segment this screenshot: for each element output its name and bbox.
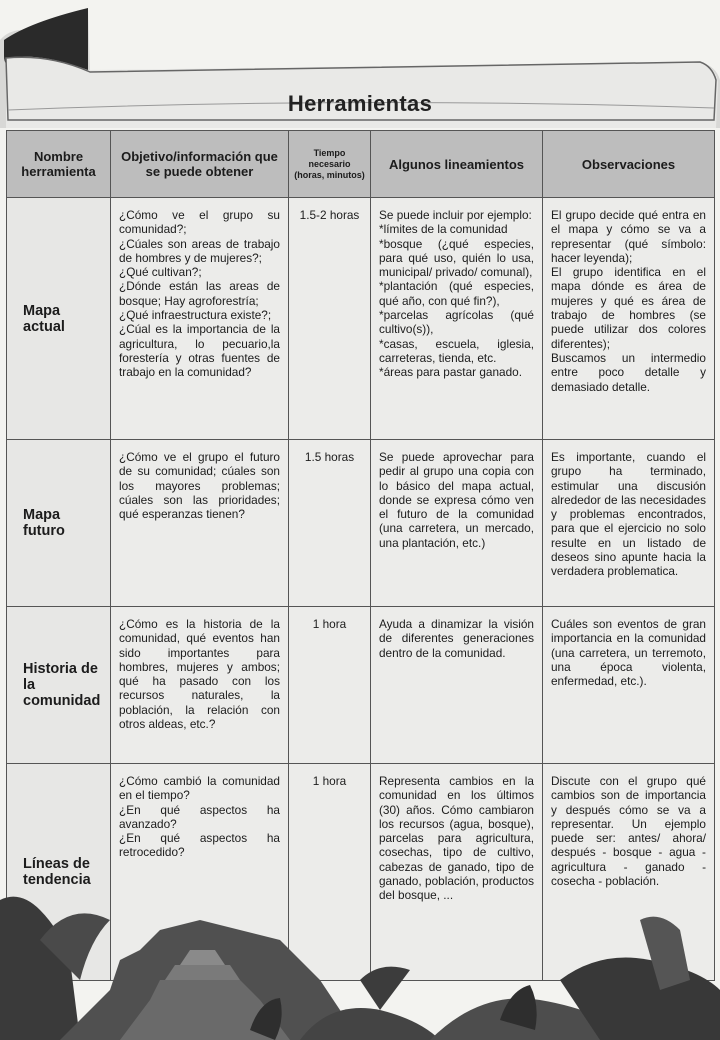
observations-cell <box>543 198 715 440</box>
observations-text: Discute con el grupo qué cambios son de importancia y después cómo se va a representar. Un ejemplo puede ser: antes/ ahora/ después - bosque - agua - agricultura - ganado - cosecha - población. <box>551 774 706 889</box>
observations-text: El grupo decide qué entra en el mapa y cómo se va a representar (qué símbolo: hacer leyenda); El grupo identifica en el mapa dónde es área de mujeres y qué es área de trabajo de hombres (se puede utilizar dos colores diferentes); Buscamos un intermedio entre poco detalle y demasiado detalle. <box>551 208 706 394</box>
objective-text: ¿Cómo cambió la comunidad en el tiempo? ¿En qué aspectos ha avanzado? ¿En qué aspectos ha retrocedido? <box>119 774 280 860</box>
table-row <box>7 198 715 440</box>
page-title: Herramientas <box>287 91 433 116</box>
guidelines-text: Representa cambios en la comunidad en los últimos (30) años. Cómo cambiaron los recursos (agua, bosque), parcelas para agricultura, cosechas, tipo de cultivo, cabezas de ganado, tipo de ganado, población, productos del bosque, ... <box>379 774 534 903</box>
guidelines-text: Se puede incluir por ejemplo: *límites de la comunidad *bosque (¿qué especies, para qué uso, quién lo usa, municipal/ privado/ comunal), *plantación (qué especies, qué año, con qué fin?), *parcelas agrícolas (qué cultivo(s)), *casas, escuela, iglesia, carreteras, tienda, etc. *áreas para pastar ganado. <box>379 208 534 380</box>
time-cell: 1 hora <box>289 764 371 981</box>
table-row <box>7 607 715 764</box>
observations-cell <box>543 440 715 607</box>
table-row <box>7 440 715 607</box>
time-cell: 1.5-2 horas <box>289 198 371 440</box>
objective-cell <box>111 607 289 764</box>
header-guidelines: Algunos lineamientos <box>371 131 543 198</box>
header-tool: Nombre herramienta <box>7 131 111 198</box>
objective-cell <box>111 440 289 607</box>
tool-name: Mapa futuro <box>7 440 111 607</box>
tool-name: Historia de la comunidad <box>7 607 111 764</box>
time-cell: 1.5 horas <box>289 440 371 607</box>
guidelines-text: Se puede aprovechar para pedir al grupo una copia con lo básico del mapa actual, donde se expresa cómo ven el futuro de la comunidad (una carretera, un mercado, una plantación, etc.) <box>379 450 534 550</box>
header-observations: Observaciones <box>543 131 715 198</box>
guidelines-cell <box>371 607 543 764</box>
objective-cell <box>111 198 289 440</box>
jungle-pyramid-illustration <box>0 880 720 1040</box>
header-time: Tiempo necesario (horas, minutos) <box>289 131 371 198</box>
tools-table <box>6 130 715 981</box>
observations-text: Cuáles son eventos de gran importancia en la comunidad (una carretera, un terremoto, una época violenta, enfermedad, etc.). <box>551 617 706 689</box>
objective-text: ¿Cómo ve el grupo su comunidad?; ¿Cúales son areas de trabajo de hombres y de mujeres?; ¿Qué cultivan?; ¿Dónde están las areas de bosque; Hay agroforestría; ¿Qué infraestructura existe?; ¿Cúal es la importancia de la agricultura, lo pecuario,la forestería y otras fuentes de trabajo en la comunidad? <box>119 208 280 380</box>
objective-text: ¿Cómo es la historia de la comunidad, qué eventos han sido importantes para hombres, mujeres y ambos; qué ha pasado con los recursos naturales, la población, la relación con otros aldeas, etc.? <box>119 617 280 732</box>
observations-cell <box>543 607 715 764</box>
table-header-row <box>7 131 715 198</box>
guidelines-cell <box>371 198 543 440</box>
objective-text: ¿Cómo ve el grupo el futuro de su comunidad; cúales son los mayores problemas; cúales son las prioridades; qué esperanzas tienen? <box>119 450 280 522</box>
tool-name: Líneas de tendencia <box>7 764 111 981</box>
time-cell: 1 hora <box>289 607 371 764</box>
observations-text: Es importante, cuando el grupo ha terminado, estimular una discusión alrededor de las necesidades y problemas encontrados, para que el ejercicio no solo resulte en un listado de deseos sino apunte hacia la verdadera problematica. <box>551 450 706 579</box>
tool-name: Mapa actual <box>7 198 111 440</box>
header-objective: Objetivo/información que se puede obtener <box>111 131 289 198</box>
guidelines-text: Ayuda a dinamizar la visión de diferentes generaciones dentro de la comunidad. <box>379 617 534 660</box>
guidelines-cell <box>371 440 543 607</box>
